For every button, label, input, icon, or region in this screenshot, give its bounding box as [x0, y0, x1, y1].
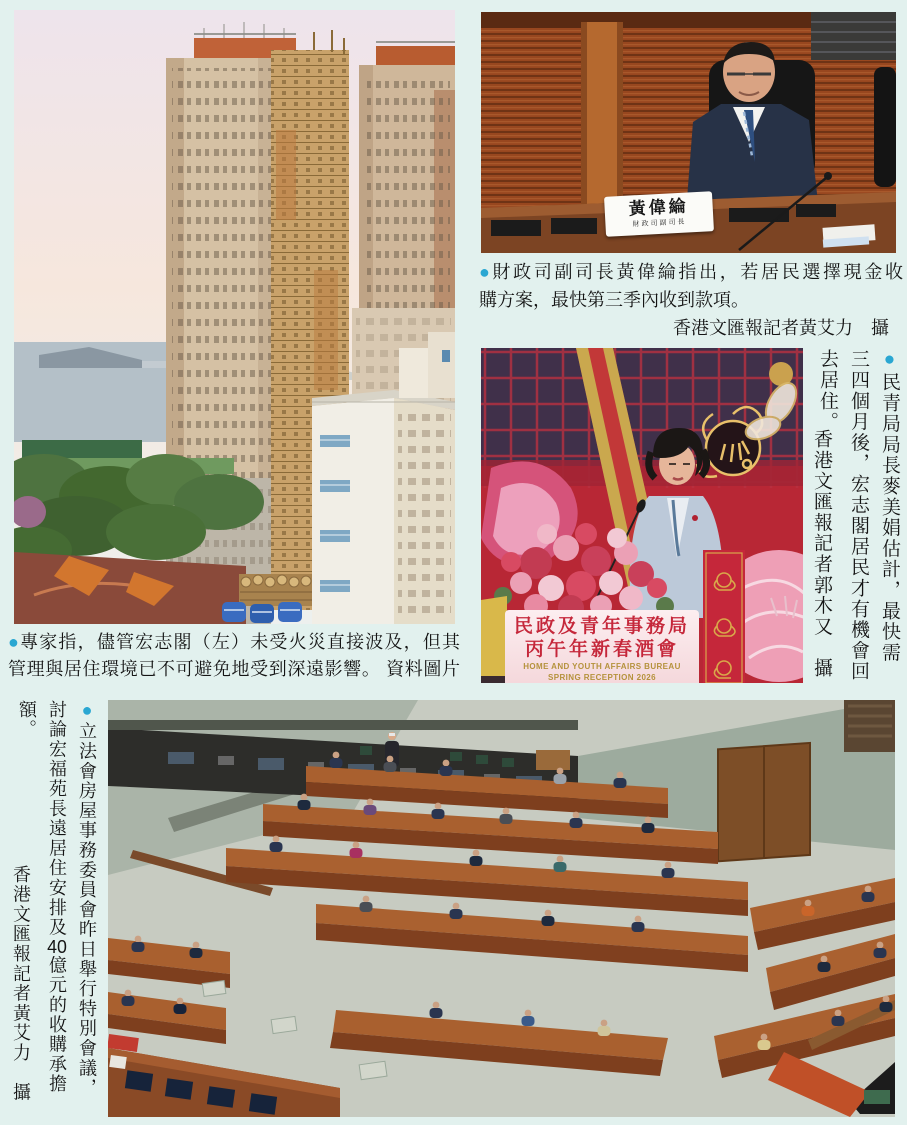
wood-cabinet — [536, 750, 570, 770]
caption-buildings — [8, 629, 460, 683]
caption-finance-credit: 香港文匯報記者黃艾力 攝 — [673, 318, 889, 338]
podium-sign-en-line2: SPRING RECEPTION 2026 — [548, 673, 656, 682]
caption-reception — [806, 349, 905, 683]
gold-cloth — [481, 596, 507, 683]
caption-bullet: ● — [479, 262, 493, 282]
photo-legco-chamber — [108, 700, 895, 1117]
caption-legco-credit: 香港文匯報記者黃艾力 攝 — [11, 865, 31, 1103]
legco-chamber-illustration — [108, 700, 895, 1117]
podium-sign — [505, 610, 699, 683]
caption-legco-seg2: 億元的收購承擔額。 — [17, 700, 67, 1095]
caption-bullet: ● — [8, 632, 21, 652]
photo-finance-deputy-secretary — [481, 12, 896, 253]
blue-tents — [222, 602, 302, 623]
photo-hung-chi-house-towers — [14, 10, 455, 624]
press-gallery-corner — [811, 12, 896, 60]
caption-legco-number: 40 — [47, 937, 67, 956]
caption-legco — [6, 700, 102, 1117]
podium-red-panel — [703, 550, 745, 683]
podium-sign-en-line1: HOME AND YOUTH AFFAIRS BUREAU — [523, 662, 681, 671]
caption-finance — [479, 258, 903, 342]
caption-legco-seg1: 立法會房屋事務委員會昨日舉行特別會議，討論宏福苑長遠居住安排及 — [47, 700, 97, 1099]
caption-reception-credit: 香港文匯報記者郭木又 攝 — [811, 429, 832, 679]
side-chair — [874, 67, 896, 187]
caption-finance-line2: 購方案，最快第三季內收到款項。 — [479, 290, 749, 310]
caption-buildings-line2: 管理與居住環境已不可避免地受到深遠影響。 資料圖片 — [8, 659, 460, 679]
caption-reception-text: 民青局局長麥美娟估計，最快需三四個月後，宏志閣居民才有機會回去居住。 — [817, 349, 900, 682]
caption-finance-line1: ●財政司副司長黃偉綸指出，若居民選擇現金收 — [479, 262, 903, 282]
nameplate-title: 財政司副司長 — [632, 218, 687, 229]
photo-alice-mak-reception — [481, 348, 803, 683]
podium-sign-cn-line1: 民政及青年事務局 — [513, 616, 690, 637]
chamber-doors — [718, 743, 810, 861]
podium-sign-cn-line2: 丙午年新春酒會 — [524, 639, 679, 660]
caption-bullet: ● — [879, 349, 900, 372]
nameplate-name: 黃偉綸 — [628, 196, 690, 219]
caption-buildings-line1: ●專家指，儘管宏志閣（左）未受火災直接波及，但其 — [8, 632, 461, 652]
desk-nameplate — [604, 191, 714, 237]
buildings-illustration — [14, 10, 455, 624]
caption-bullet: ● — [77, 700, 97, 722]
wall-pillar — [581, 22, 623, 222]
